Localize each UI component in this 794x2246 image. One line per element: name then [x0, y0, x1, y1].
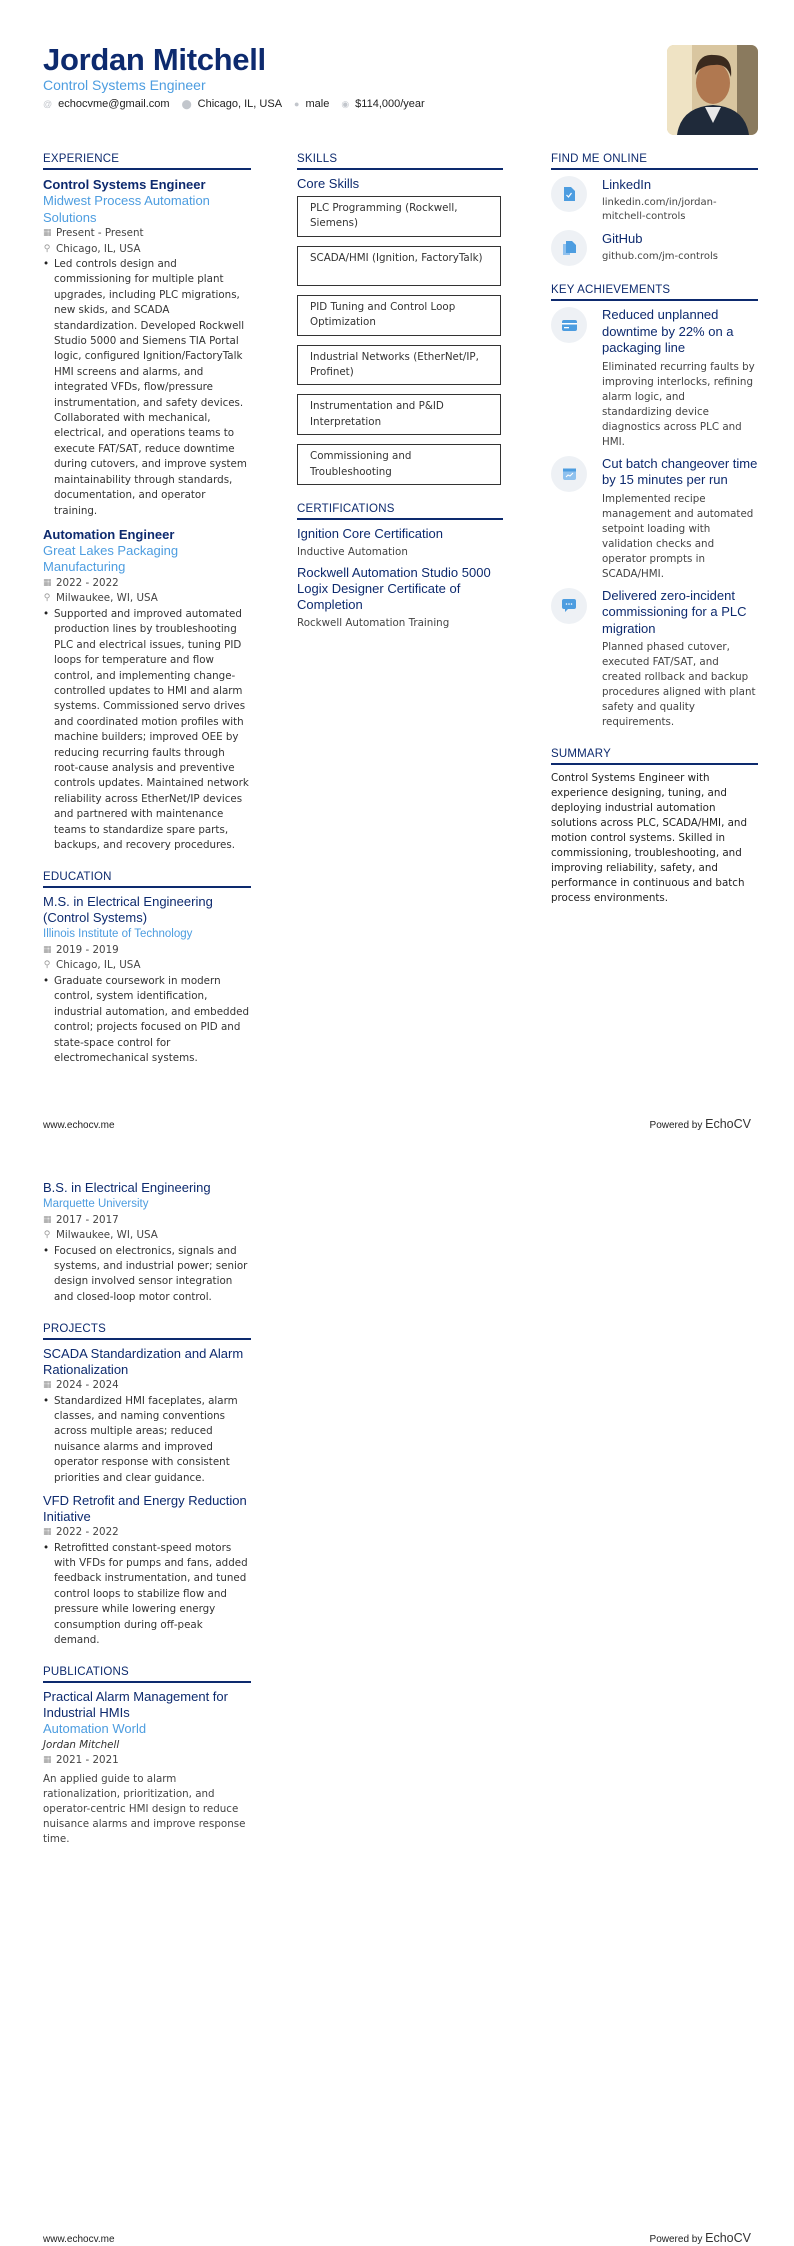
edu-bullet: • Graduate coursework in modern control, system identification, industrial automation, and embedded control; projects focused on PID and state-space control for electromechanical systems.	[43, 974, 251, 1066]
calendar-icon: ▦	[43, 228, 52, 238]
job-role: Automation Engineer	[43, 526, 175, 542]
experience-section	[43, 153, 251, 853]
school-name: Illinois Institute of Technology	[43, 928, 193, 941]
document-icon	[551, 176, 587, 212]
publications-section	[43, 1666, 251, 1847]
edu-bullet: • Focused on electronics, signals and systems, and industrial power; senior design involved sensor integration and closed-loop motor control.	[43, 1244, 251, 1306]
section-heading: FIND ME ONLINE	[551, 153, 758, 170]
profile-photo	[667, 45, 758, 135]
page-footer	[43, 1117, 751, 1131]
education-entry	[43, 1180, 251, 1305]
footer-brand[interactable]: EchoCV	[705, 2231, 751, 2245]
achievements-section	[551, 284, 758, 730]
edu-dates: 2017 - 2017	[56, 1213, 119, 1226]
left-column	[43, 1180, 251, 1865]
contact-gender: male	[305, 98, 330, 110]
achievement-title: Reduced unplanned downtime by 22% on a packaging line	[602, 307, 734, 355]
edu-dates: 2019 - 2019	[56, 943, 119, 956]
cert-issuer: Inductive Automation	[297, 546, 408, 559]
achievement-desc: Implemented recipe management and automated setpoint loading with validation checks and operator prompts in SCADA/HMI.	[602, 492, 754, 580]
skill-item: Industrial Networks (EtherNet/IP, Profinet)	[297, 345, 501, 386]
experience-entry	[43, 526, 251, 854]
achievement-item	[551, 456, 758, 582]
footer-site-link[interactable]: www.echocv.me	[43, 2234, 115, 2245]
project-name: VFD Retrofit and Energy Reduction Initiative	[43, 1493, 247, 1525]
skill-group-title: Core Skills	[297, 176, 360, 191]
degree: B.S. in Electrical Engineering	[43, 1180, 211, 1195]
project-bullet: • Retrofitted constant-speed motors with VFDs for pumps and fans, added feedback instrumentation, and tuned control loops to stabilize flow and pressure while lowering energy consumption during off-peak demand.	[43, 1541, 251, 1649]
achievement-title: Cut batch changeover time by 15 minutes per run	[602, 455, 758, 487]
cert-name: Ignition Core Certification	[297, 526, 443, 542]
link-url[interactable]: linkedin.com/in/jordan-mitchell-controls	[602, 197, 717, 222]
footer-brand[interactable]: EchoCV	[705, 1117, 751, 1131]
edu-location: Chicago, IL, USA	[56, 959, 141, 972]
contact-salary: $114,000/year	[355, 98, 425, 110]
cert-name: Rockwell Automation Studio 5000 Logix Designer Certificate of Completion	[297, 565, 491, 613]
degree: M.S. in Electrical Engineering (Control Systems)	[43, 894, 213, 926]
candidate-title: Control Systems Engineer	[43, 77, 206, 93]
right-column	[551, 153, 758, 924]
achievement-desc: Eliminated recurring faults by improving interlocks, refining alarm logic, and standardizing device diagnostics across PLC and HMI.	[602, 360, 755, 448]
link-item-github[interactable]	[551, 230, 758, 266]
skill-item: Instrumentation and P&ID Interpretation	[297, 394, 501, 435]
edu-location: Milwaukee, WI, USA	[56, 1229, 158, 1241]
skill-item: PID Tuning and Control Loop Optimization	[297, 295, 501, 336]
certifications-section	[297, 503, 503, 631]
achievement-item	[551, 588, 758, 731]
job-location: Chicago, IL, USA	[56, 242, 141, 255]
calendar-icon: ▦	[43, 1527, 52, 1538]
project-name: SCADA Standardization and Alarm Rationalization	[43, 1346, 244, 1378]
experience-entry	[43, 176, 251, 519]
resume-page-2	[0, 1150, 794, 2246]
skill-item: PLC Programming (Rockwell, Siemens)	[297, 196, 501, 237]
education-entry	[43, 894, 251, 1066]
cert-issuer: Rockwell Automation Training	[297, 617, 450, 630]
salary-icon: ◉	[341, 98, 350, 109]
section-heading: CERTIFICATIONS	[297, 503, 503, 520]
skill-item: SCADA/HMI (Ignition, FactoryTalk)	[297, 246, 501, 286]
project-dates: 2024 - 2024	[56, 1379, 119, 1392]
middle-column	[297, 153, 503, 649]
company-name: Great Lakes Packaging Manufacturing	[43, 542, 179, 575]
link-url[interactable]: github.com/jm-controls	[602, 251, 718, 262]
project-entry	[43, 1346, 251, 1486]
summary-text: Control Systems Engineer with experience designing, tuning, and deploying industrial automation solutions across PLC, SCADA/HMI, and motion control systems. Skilled in commissioning, troubleshooting, and improving reliability, safety, and performance in continuous and batch process environments.	[551, 772, 747, 904]
section-heading: PUBLICATIONS	[43, 1666, 251, 1683]
summary-section	[551, 748, 758, 906]
publication-title: Practical Alarm Management for Industrial HMIs	[43, 1689, 228, 1721]
location-icon: ⚲	[43, 1230, 51, 1240]
publication-desc: An applied guide to alarm rationalization, prioritization, and operator-centric HMI design to reduce nuisance alarms and improve response time.	[43, 1773, 246, 1846]
location-icon: ⚲	[43, 960, 51, 971]
left-column	[43, 153, 251, 1084]
location-icon: ⚲	[43, 243, 51, 254]
job-dates: 2022 - 2022	[56, 576, 119, 589]
education-section	[43, 871, 251, 1066]
contact-location: Chicago, IL, USA	[197, 98, 283, 110]
chat-icon	[551, 588, 587, 624]
files-icon	[551, 230, 587, 266]
contact-row	[43, 98, 425, 110]
link-name[interactable]: LinkedIn	[602, 177, 652, 192]
achievement-title: Delivered zero-incident commissioning for a PLC migration	[602, 587, 747, 636]
section-heading: SUMMARY	[551, 748, 758, 765]
project-entry	[43, 1493, 251, 1648]
projects-section	[43, 1323, 251, 1648]
publication-author: Jordan Mitchell	[43, 1738, 120, 1751]
section-heading: EDUCATION	[43, 871, 251, 888]
link-name[interactable]: GitHub	[602, 231, 643, 246]
at-icon: @	[43, 99, 53, 109]
calendar-chart-icon	[551, 456, 587, 492]
project-bullet: • Standardized HMI faceplates, alarm classes, and naming conventions across multiple areas; reduced nuisance alarms and improved operator response with consistent priorities and clear guidance.	[43, 1394, 251, 1486]
location-icon: ⬤	[181, 98, 192, 109]
candidate-name: Jordan Mitchell	[43, 42, 266, 77]
footer-site-link[interactable]: www.echocv.me	[43, 1120, 115, 1131]
education-continued	[43, 1180, 251, 1305]
job-role: Control Systems Engineer	[43, 177, 206, 192]
publication-publisher: Automation World	[43, 1721, 147, 1737]
school-name: Marquette University	[43, 1198, 149, 1210]
location-icon: ⚲	[43, 593, 51, 604]
section-heading: PROJECTS	[43, 1323, 251, 1340]
achievement-item	[551, 307, 758, 450]
section-heading: EXPERIENCE	[43, 153, 251, 170]
job-bullet: • Led controls design and commissioning for multiple plant upgrades, including PLC migrations, new skids, and SCADA standardization. Developed Rockwell Studio 5000 and Siemens TIA Portal logic, configured Ignition/FactoryTalk HMI screens and alarms, and integrated VFDs, flow/pressure instrumentation, and safety devices. Collaborated with mechanical, electrical, and operations teams to execute FAT/SAT, reduce downtime during cutovers, and improve system maintainability through standards, documentation, and operator training.	[43, 257, 251, 519]
find-me-online-section	[551, 153, 758, 266]
calendar-icon: ▦	[43, 1214, 52, 1225]
skill-item: Commissioning and Troubleshooting	[297, 444, 501, 485]
job-dates: Present - Present	[56, 227, 144, 239]
footer-powered-label: Powered by	[649, 1120, 703, 1131]
person-icon: ●	[294, 99, 300, 109]
company-name: Midwest Process Automation Solutions	[43, 193, 210, 225]
publication-dates: 2021 - 2021	[56, 1753, 119, 1766]
job-bullet: • Supported and improved automated production lines by troubleshooting PLC and electrical issues, tuning PID loops for temperature and flow control, and implementing change-controlled updates to HMI and alarm systems. Commissioned servo drives and coordinated motion profiles with machine builders; improved OEE by reducing recurring faults through root-cause analysis and preventive controls updates. Maintained network reliability across EtherNet/IP devices and partnered with maintenance teams to standardize spare parts, backups, and recovery procedures.	[43, 607, 251, 854]
footer-powered-label: Powered by	[649, 2234, 703, 2245]
link-item-linkedin[interactable]	[551, 176, 758, 224]
calendar-icon: ▦	[43, 1380, 52, 1391]
card-icon	[551, 307, 587, 343]
page-footer	[43, 2231, 751, 2245]
contact-email[interactable]: echocvme@gmail.com	[58, 98, 170, 110]
project-dates: 2022 - 2022	[56, 1526, 119, 1539]
achievement-desc: Planned phased cutover, executed FAT/SAT, and created rollback and backup procedures aligned with plant safety and quality requirements.	[602, 641, 756, 728]
job-location: Milwaukee, WI, USA	[56, 592, 158, 605]
skills-section	[297, 153, 503, 485]
section-heading: SKILLS	[297, 153, 503, 170]
calendar-icon: ▦	[43, 944, 52, 955]
calendar-icon: ▦	[43, 577, 52, 588]
section-heading: KEY ACHIEVEMENTS	[551, 284, 758, 301]
calendar-icon: ▦	[43, 1754, 52, 1765]
